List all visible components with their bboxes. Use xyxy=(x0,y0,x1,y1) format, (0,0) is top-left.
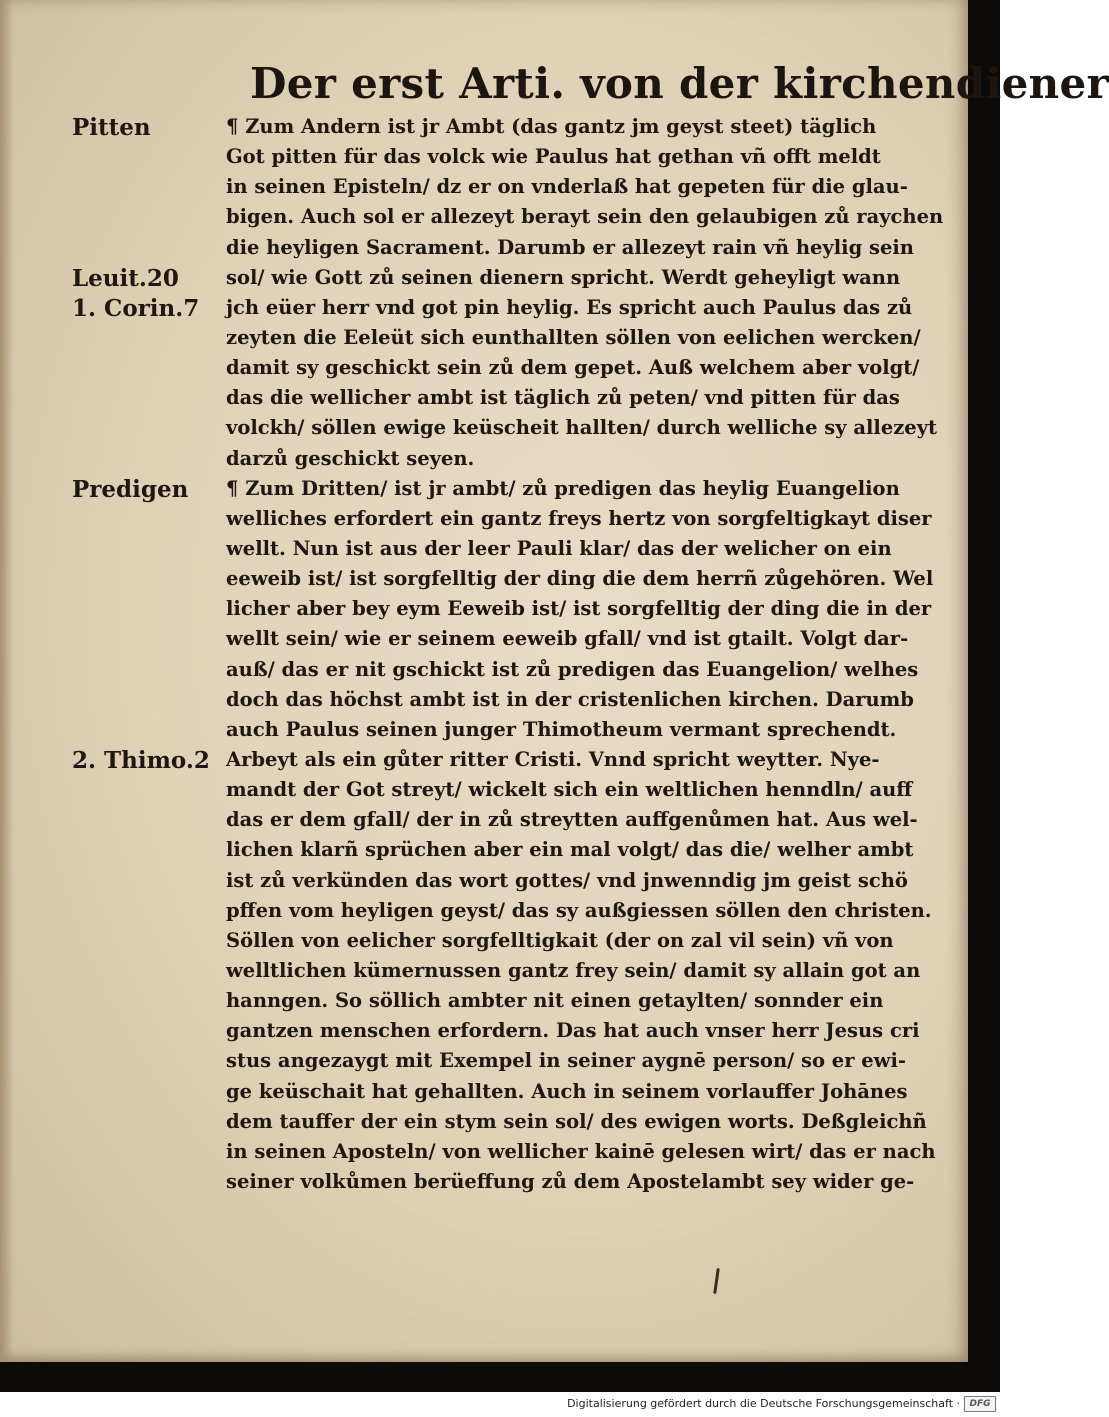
text-line: auß/ das er nit gschickt ist zů predigen das Euangelion/ welhes xyxy=(226,657,919,681)
text-line: welltlichen kümernussen gantz frey sein/ damit sy allain got an xyxy=(226,958,921,982)
text-line: wellt. Nun ist aus der leer Pauli klar/ das der welicher on ein xyxy=(226,536,892,560)
text-line: wellt sein/ wie er seinem eeweib gfall/ vnd ist gtailt. Volgt dar- xyxy=(226,627,909,651)
text-line: ¶ Zum Dritten/ ist jr ambt/ zů predigen das heylig Euangelion xyxy=(226,476,900,500)
running-head: Der erst Arti. von der kirchendiener xyxy=(250,59,1109,108)
body-text xyxy=(226,112,942,1197)
text-line: eeweib ist/ ist sorgfelltig der ding die dem herrñ zůgehören. Wel xyxy=(226,567,934,591)
margin-note: Leuit.20 xyxy=(72,264,179,292)
ink-mark xyxy=(713,1268,720,1294)
text-line: dem tauffer der ein stym sein sol/ des ewigen worts. Deßgleichñ xyxy=(226,1109,927,1133)
text-line: Söllen von eelicher sorgfelltigkait (der on zal vil sein) vñ von xyxy=(226,928,894,952)
text-line: volckh/ söllen ewige keüscheit hallten/ durch welliche sy allezeyt xyxy=(226,416,938,440)
text-line: sol/ wie Gott zů seinen dienern spricht. Werdt geheyligt wann xyxy=(226,265,901,289)
text-line: seiner volkůmen berüeffung zů dem Apostelambt sey wider ge- xyxy=(226,1169,915,1193)
margin-note: 1. Corin.7 xyxy=(72,294,200,322)
text-line: Got pitten für das volck wie Paulus hat gethan vñ offt meldt xyxy=(226,145,881,169)
text-line: bigen. Auch sol er allezeyt berayt sein den gelaubigen zů raychen xyxy=(226,205,944,229)
margin-note: Predigen xyxy=(72,475,189,503)
text-line: mandt der Got streyt/ wickelt sich ein weltlichen henndln/ auff xyxy=(226,778,913,802)
text-line: stus angezaygt mit Exempel in seiner aygnē person/ so er ewi- xyxy=(226,1049,906,1073)
text-line: die heyligen Sacrament. Darumb er allezeyt rain vñ heylig sein xyxy=(226,235,914,259)
text-line: hanngen. So söllich ambter nit einen getaylten/ sonnder ein xyxy=(226,989,884,1013)
text-line: in seinen Aposteln/ von wellicher kainē gelesen wirt/ das er nach xyxy=(226,1139,936,1163)
text-line: pffen vom heyligen geyst/ das sy außgiessen söllen den christen. xyxy=(226,898,932,922)
text-line: ist zů verkünden das wort gottes/ vnd jnwenndig jm geist schö xyxy=(226,868,908,892)
text-line: doch das höchst ambt ist in der cristenlichen kirchen. Darumb xyxy=(226,687,914,711)
text-line: welliches erfordert ein gantz freys hertz von sorgfeltigkayt diser xyxy=(226,506,932,530)
text-line: zeyten die Eeleüt sich eunthallten söllen von eelichen wercken/ xyxy=(226,325,921,349)
text-line: das die wellicher ambt ist täglich zů peten/ vnd pitten für das xyxy=(226,386,900,410)
text-line: gantzen menschen erfordern. Das hat auch vnser herr Jesus cri xyxy=(226,1019,920,1043)
text-line: ge keüschait hat gehallten. Auch in seinem vorlauffer Johānes xyxy=(226,1079,908,1103)
text-line: licher aber bey eym Eeweib ist/ ist sorgfelltig der ding die in der xyxy=(226,597,932,621)
text-line: darzů geschickt seyen. xyxy=(226,446,475,470)
text-line: in seinen Episteln/ dz er on vnderlaß hat gepeten für die glau- xyxy=(226,175,908,199)
footer-bar xyxy=(0,1392,1000,1417)
text-line: jch eüer herr vnd got pin heylig. Es spricht auch Paulus das zů xyxy=(226,295,913,319)
margin-note: 2. Thimo.2 xyxy=(72,747,210,775)
text-line: Arbeyt als ein gůter ritter Cristi. Vnnd spricht weytter. Nye- xyxy=(226,747,880,771)
digitization-credit: Digitalisierung gefördert durch die Deutsche Forschungsgemeinschaft · xyxy=(567,1397,960,1410)
text-line: lichen klarñ sprüchen aber ein mal volgt/ das die/ welher ambt xyxy=(226,838,914,862)
page-binding-edge xyxy=(0,0,14,1362)
text-line: ¶ Zum Andern ist jr Ambt (das gantz jm geyst steet) täglich xyxy=(226,115,877,138)
dfg-logo: DFG xyxy=(964,1396,996,1412)
text-line: auch Paulus seinen junger Thimotheum vermant sprechendt. xyxy=(226,717,897,741)
margin-note: Pitten xyxy=(72,114,151,141)
text-line: das er dem gfall/ der in zů streytten auffgenůmen hat. Aus wel- xyxy=(226,808,918,832)
text-line: damit sy geschickt sein zů dem gepet. Auß welchem aber volgt/ xyxy=(226,356,920,380)
